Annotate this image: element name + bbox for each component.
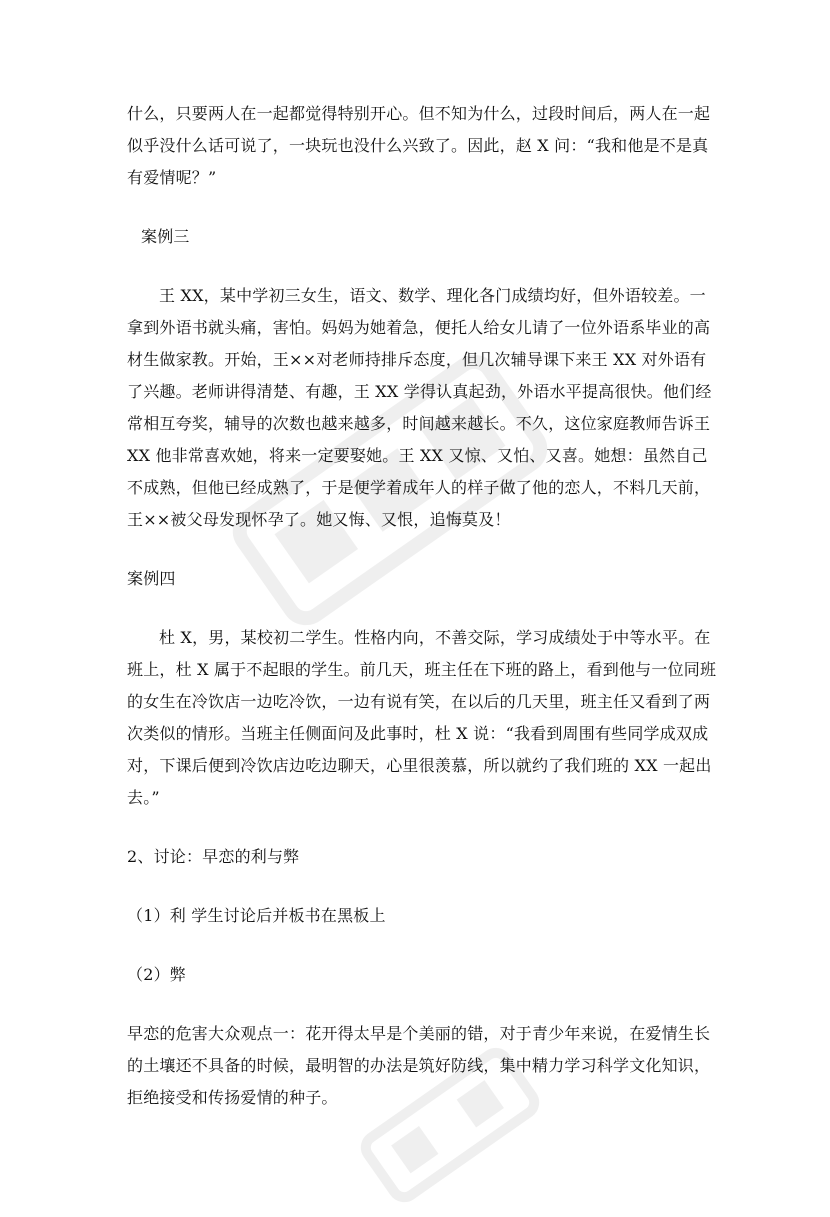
case3-paragraph: 王 XX，某中学初三女生，语文、数学、理化各门成绩均好，但外语较差。一拿到外语书就头痛，害怕。妈妈为她着急，便托人给女儿请了一位外语系毕业的高材生做家教。开始，王××对老师持排斥态度，但几次辅导课下来王 XX 对外语有了兴趣。老师讲得清楚、有趣，王 XX 学得认真起劲，外语水平提高很快。他们经常相互夸奖，辅导的次数也越来越多，时间越来越长。不久，这位家庭教师告诉王 XX 他非常喜欢她，将来一定要娶她。王 XX 又惊、又怕、又喜。她想：虽然自己不成熟，但他已经成熟了，于是便学着成年人的样子做了他的恋人，不料几天前，王××被父母发现怀孕了。她又悔、又恨，追悔莫及！ [127, 286, 712, 529]
case3-heading: 案例三 [141, 227, 190, 246]
case4-heading: 案例四 [127, 569, 176, 588]
document-body [127, 98, 717, 1141]
paragraph-continuation: 什么，只要两人在一起都觉得特别开心。但不知为什么，过段时间后，两人在一起似乎没什么话可说了，一块玩也没什么兴致了。因此，赵 X 问：“我和他是不是真有爱情呢？” [127, 104, 711, 187]
case4-paragraph: 杜 X，男，某校初二学生。性格内向，不善交际，学习成绩处于中等水平。在班上，杜 X 属于不起眼的学生。前几天，班主任在下班的路上，看到他与一位同班的女生在冷饮店一边吃冷饮，一边有说有笑，在以后的几天里，班主任又看到了两次类似的情形。当班主任侧面问及此事时，杜 X 说：“我看到周围有些同学成双成对，下课后便到冷饮店边吃边聊天，心里很羡慕，所以就约了我们班的 XX 一起出去。” [127, 628, 717, 807]
viewpoint-paragraph: 早恋的危害大众观点一：花开得太早是个美丽的错，对于青少年来说，在爱情生长的土壤还不具备的时候，最明智的办法是筑好防线，集中精力学习科学文化知识，拒绝接受和传扬爱情的种子。 [127, 1024, 711, 1107]
discussion-heading: 2、讨论：早恋的利与弊 [127, 847, 300, 866]
pros-item: （1）利 学生讨论后并板书在黑板上 [127, 906, 386, 925]
cons-item: （2）弊 [127, 965, 186, 984]
